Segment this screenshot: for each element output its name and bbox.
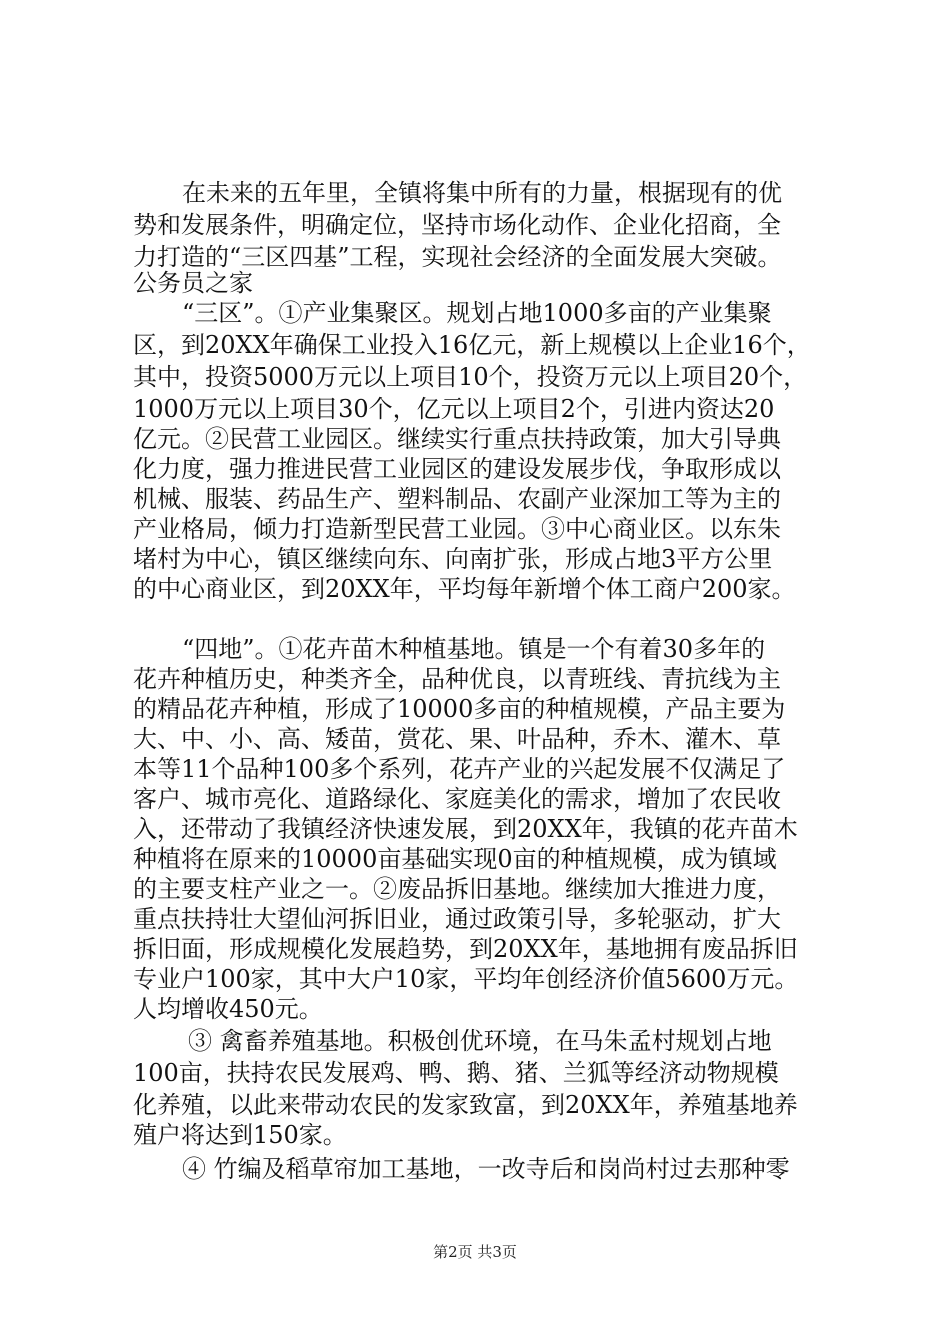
paragraph-2-line-10: 的中心商业区，到20XX年，平均每年新增个体工商户200家。 [133, 575, 796, 603]
paragraph-3-line-1: “四地”。①花卉苗木种植基地。镇是一个有着30多年的 [182, 635, 766, 663]
paragraph-3-line-9: 的主要支柱产业之一。②废品拆旧基地。继续加大推进力度， [133, 875, 781, 903]
paragraph-3-line-11: 拆旧面，形成规模化发展趋势，到20XX年，基地拥有废品拆旧 [133, 935, 798, 963]
paragraph-3-line-6: 客户、城市亮化、道路绿化、家庭美化的需求，增加了农民收 [133, 785, 781, 813]
paragraph-3-line-12: 专业户100家，其中大户10家，平均年创经济价值5600万元。 [133, 965, 799, 993]
paragraph-2-line-2: 区，到20XX年确保工业投入16亿元，新上规模以上企业16个， [133, 331, 811, 359]
paragraph-2-line-3: 其中，投资5000万元以上项目10个，投资万元以上项目20个， [133, 363, 808, 391]
paragraph-2-line-1: “三区”。①产业集聚区。规划占地1000多亩的产业集聚 [182, 299, 772, 327]
paragraph-1-line-3: 力打造的“三区四基”工程，实现社会经济的全面发展大突破。 [133, 243, 782, 271]
paragraph-4-line-2: 100亩，扶持农民发展鸡、鸭、鹅、猪、兰狐等经济动物规模 [133, 1059, 779, 1087]
paragraph-4-line-3: 化养殖，以此来带动农民的发家致富，到20XX年，养殖基地养 [133, 1091, 798, 1119]
paragraph-3-line-5: 本等11个品种100多个系列，花卉产业的兴起发展不仅满足了 [133, 755, 786, 783]
paragraph-3-line-8: 种植将在原来的10000亩基础实现0亩的种植规模，成为镇域 [133, 845, 777, 873]
paragraph-4-line-4: 殖户将达到150家。 [133, 1121, 347, 1149]
paragraph-2-line-9: 堵村为中心，镇区继续向东、向南扩张，形成占地3平方公里 [133, 545, 773, 573]
paragraph-2-line-4: 1000万元以上项目30个，亿元以上项目2个，引进内资达20 [133, 395, 775, 423]
paragraph-3-line-13: 人均增收450元。 [133, 995, 323, 1023]
paragraph-3-line-4: 大、中、小、高、矮苗，赏花、果、叶品种，乔木、灌木、草 [133, 725, 781, 753]
paragraph-5-line-1: ④ 竹编及稻草帘加工基地，一改寺后和岗尚村过去那种零 [182, 1155, 790, 1183]
paragraph-1-line-4: 公务员之家 [133, 269, 253, 297]
paragraph-2-line-7: 机械、服装、药品生产、塑料制品、农副产业深加工等为主的 [133, 485, 781, 513]
paragraph-2-line-6: 化力度，强力推进民营工业园区的建设发展步伐，争取形成以 [133, 455, 781, 483]
page-number-footer: 第2页 共3页 [433, 1243, 517, 1261]
paragraph-2-line-8: 产业格局，倾力打造新型民营工业园。③中心商业区。以东朱 [133, 515, 781, 543]
paragraph-1-line-1: 在未来的五年里，全镇将集中所有的力量，根据现有的优 [182, 179, 782, 207]
paragraph-3-line-10: 重点扶持壮大望仙河拆旧业，通过政策引导，多轮驱动，扩大 [133, 905, 781, 933]
paragraph-4-line-1: ③ 禽畜养殖基地。积极创优环境，在马朱孟村规划占地 [188, 1027, 772, 1055]
paragraph-3-line-3: 的精品花卉种植，形成了10000多亩的种植规模，产品主要为 [133, 695, 786, 723]
paragraph-1-line-2: 势和发展条件，明确定位，坚持市场化动作、企业化招商，全 [133, 211, 781, 239]
paragraph-3-line-7: 入，还带动了我镇经济快速发展，到20XX年，我镇的花卉苗木 [133, 815, 798, 843]
paragraph-2-line-5: 亿元。②民营工业园区。继续实行重点扶持政策，加大引导典 [133, 425, 781, 453]
paragraph-3-line-2: 花卉种植历史，种类齐全，品种优良，以青班线、青抗线为主 [133, 665, 781, 693]
